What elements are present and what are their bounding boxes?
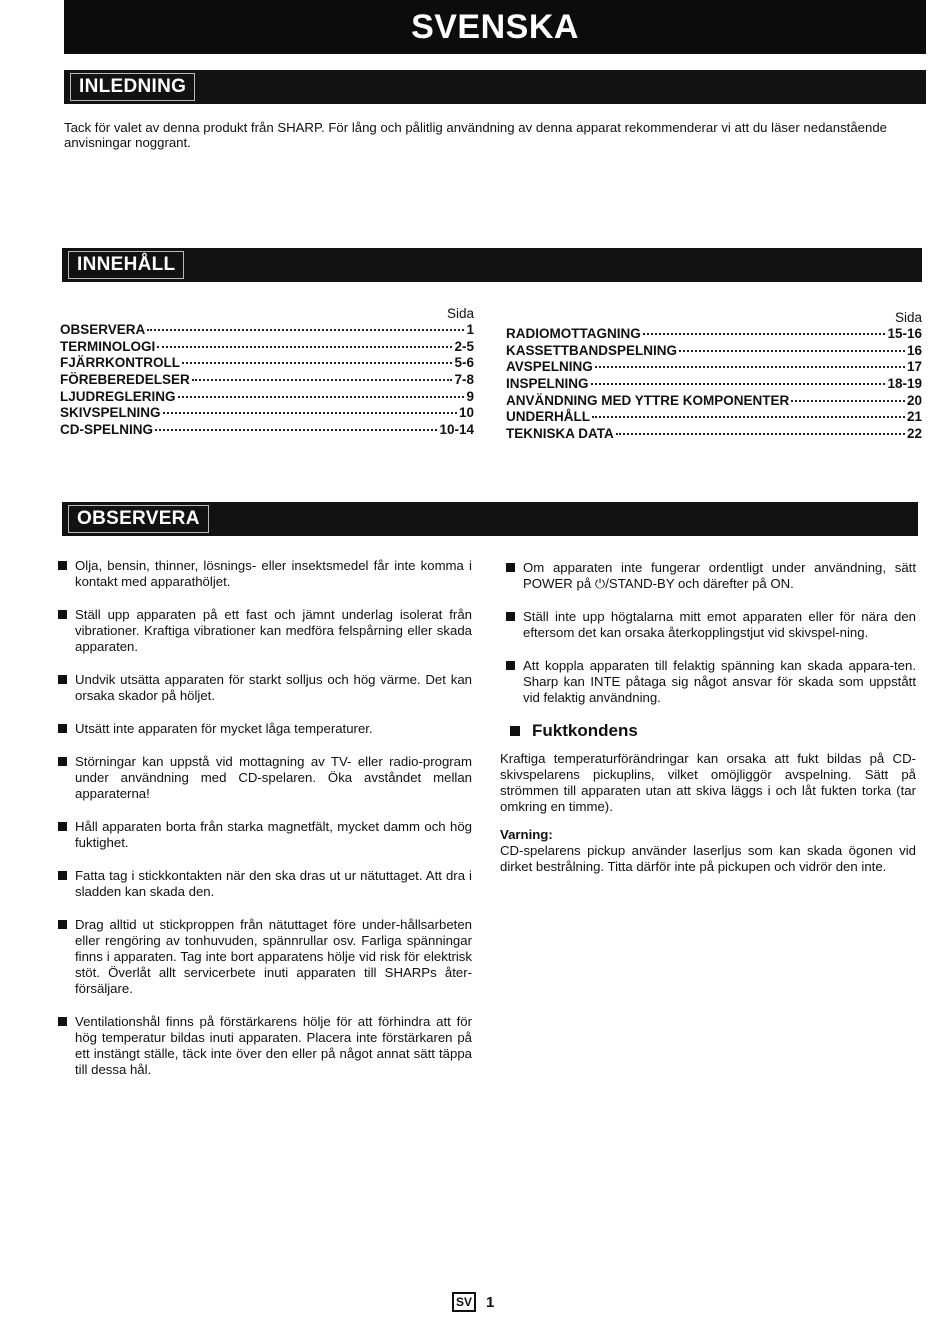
observera-bullet-text: Ventilationshål finns på förstärkarens hölje för att förhindra att för hög temperatur bildas inuti apparaten. Placera inte förstärkaren på ett instängt ställe, täck inte över den eller på något annat sätt täppa till dessa hål. (75, 1014, 472, 1077)
bullet-square-icon (58, 1017, 67, 1026)
toc-leader-dots (163, 412, 457, 414)
observera-bullet (58, 917, 472, 997)
toc-entry-label: LJUDREGLERING (60, 388, 176, 404)
toc-entry (506, 326, 922, 343)
toc-entry-label: INSPELNING (506, 376, 589, 392)
toc-leader-dots (791, 400, 905, 402)
toc-entry-label: TEKNISKA DATA (506, 426, 614, 442)
section-bar-inledning (64, 70, 926, 104)
toc-entry-label: FÖREBEREDELSER (60, 372, 190, 388)
toc-entry (506, 426, 922, 443)
toc-entry-label: TERMINOLOGI (60, 338, 156, 354)
toc-entry (506, 376, 922, 393)
page-footer (452, 1292, 494, 1312)
toc-sida-label: Sida (894, 310, 922, 325)
observera-bullet (58, 558, 472, 590)
toc-entry-label: RADIOMOTTAGNING (506, 326, 641, 341)
observera-bullet (58, 868, 472, 900)
observera-bullet-text: Drag alltid ut stickproppen från nätuttaget före under-hållsarbeten eller rengöring av tonhuvuden, spännrullar osv. Farliga spänningar finns i apparaten. Tag inte bort apparatens hölje vid risk för elektrisk stöt. Överlåt allt servicerbete inuti apparaten till SHARPs åter-försäljare. (75, 917, 472, 996)
toc-entry (506, 343, 922, 360)
toc-entry-label: KASSETTBANDSPELNING (506, 342, 678, 358)
toc-entry (60, 405, 474, 422)
toc-entry-page: 9 (466, 388, 474, 404)
toc-entry (506, 393, 922, 410)
toc-entry-page: 10-14 (439, 422, 474, 438)
observera-bullet (58, 754, 472, 802)
toc-entry-label: AVSPELNING (506, 359, 593, 375)
toc-leader-dots (182, 362, 452, 364)
observera-bullet-text: Om apparaten inte fungerar ordentligt under användning, sätt POWER på ⏻/STAND-BY och därefter på ON. (523, 560, 916, 591)
section-bar-observera (62, 502, 918, 536)
bullet-square-icon (58, 561, 67, 570)
intro-paragraph: Tack för valet av denna produkt från SHARP. För lång och pålitlig användning av denna apparat rekommenderar vi att du läser nedanstående anvisningar noggrant. (64, 120, 888, 150)
fuktkondens-heading-text: Fuktkondens (532, 721, 638, 740)
toc-sida-label: Sida (446, 306, 474, 321)
language-badge: SV (452, 1292, 476, 1312)
toc-entry-page: 15-16 (887, 326, 922, 341)
section-bar-innehall (62, 248, 922, 282)
toc-entry (60, 422, 474, 439)
toc-entry-label: SKIVSPELNING (60, 405, 161, 421)
bullet-square-icon (58, 757, 67, 766)
fuktkondens-heading (510, 723, 916, 739)
toc-leader-dots (147, 329, 464, 331)
toc-entry (60, 339, 474, 356)
observera-bullet (506, 658, 916, 706)
toc-entry-page: 16 (906, 342, 922, 358)
section-heading-inledning: INLEDNING (70, 73, 195, 101)
observera-bullet-text: Håll apparaten borta från starka magnetfält, mycket damm och hög fuktighet. (75, 819, 472, 850)
observera-right-column (500, 560, 916, 875)
observera-left-column (58, 558, 472, 1095)
toc-leader-dots (595, 366, 905, 368)
observera-bullet-text: Utsätt inte apparaten för mycket låga temperaturer. (75, 721, 373, 736)
toc-entry-label: UNDERHÅLL (506, 409, 590, 425)
toc-leader-dots (178, 396, 465, 398)
bullet-square-icon (58, 610, 67, 619)
observera-bullet-text: Störningar kan uppstå vid mottagning av TV- eller radio-program under användning med CD-spelaren. Öka avståndet mellan apparaterna! (75, 754, 472, 801)
observera-bullet (58, 819, 472, 851)
observera-bullet-text: Ställ upp apparaten på ett fast och jämnt underlag isolerat från vibrationer. Kraftiga vibrationer kan medföra felspårning eller skada apparaten. (75, 607, 472, 654)
toc-entry-label: ANVÄNDNING MED YTTRE KOMPONENTER (506, 392, 790, 408)
toc-entry-page: 22 (906, 426, 922, 442)
toc-right-column (506, 310, 922, 443)
bullet-square-icon (58, 675, 67, 684)
section-heading-observera: OBSERVERA (68, 505, 209, 533)
toc-entry-page: 20 (906, 392, 922, 408)
section-heading-innehall: INNEHÅLL (68, 251, 184, 279)
toc-entry-page: 7-8 (454, 372, 474, 388)
observera-bullet-text: Att koppla apparaten till felaktig spänning kan skada appara-ten. Sharp kan INTE påtaga sig något ansvar för skada som uppstått vid felaktig användning. (523, 658, 916, 705)
varning-heading: Varning: (500, 827, 553, 842)
toc-entry-page: 18-19 (887, 376, 922, 392)
toc-entry-page: 10 (458, 405, 474, 421)
toc-leader-dots (157, 346, 452, 348)
observera-bullet (58, 607, 472, 655)
bullet-square-icon (58, 724, 67, 733)
toc-entry (506, 359, 922, 376)
toc-leader-dots (616, 433, 905, 435)
toc-entry-page: 17 (906, 359, 922, 375)
varning-text: CD-spelarens pickup använder laserljus som kan skada ögonen vid dirket bestrålning. Titta därför inte på pickupen och vidrör den inte. (500, 843, 916, 874)
toc-entry (60, 372, 474, 389)
toc-leader-dots (643, 333, 886, 335)
bullet-square-icon (58, 871, 67, 880)
bullet-square-icon (506, 661, 515, 670)
toc-entry-page: 21 (906, 409, 922, 425)
toc-entry (506, 409, 922, 426)
toc-entry (60, 355, 474, 372)
toc-entry (60, 389, 474, 406)
toc-entry-page: 2-5 (454, 338, 474, 354)
observera-bullet (506, 560, 916, 592)
observera-bullet-text: Ställ inte upp högtalarna mitt emot apparaten eller för nära den eftersom det kan orsaka återkopplingstjut vid skivspel-ning. (523, 609, 916, 640)
page-title (64, 0, 926, 54)
fuktkondens-text: Kraftiga temperaturförändringar kan orsaka att fukt bildas på CD-skivspelarens pickuplins, vilket omöjliggör avspelning. Sätt på strömmen till apparaten utan att skiva läggs i och låt fukten torka (tar omkring en timme). (500, 751, 916, 814)
toc-entry-label: FJÄRRKONTROLL (60, 355, 180, 371)
observera-bullet-text: Undvik utsätta apparaten för starkt solljus och hög värme. Det kan orsaka skador på höljet. (75, 672, 472, 703)
bullet-square-icon (58, 822, 67, 831)
observera-bullet (58, 672, 472, 704)
bullet-square-icon (506, 612, 515, 621)
toc-leader-dots (155, 429, 437, 431)
toc-leader-dots (591, 383, 886, 385)
bullet-square-icon (506, 563, 515, 572)
bullet-square-icon (510, 726, 520, 736)
observera-bullet-text: Olja, bensin, thinner, lösnings- eller insektsmedel får inte komma i kontakt med apparathöljet. (75, 558, 472, 589)
toc-entry-label: CD-SPELNING (60, 422, 154, 438)
toc-leader-dots (192, 379, 453, 381)
observera-bullet (58, 1014, 472, 1078)
toc-left-column (60, 306, 474, 439)
toc-entry (60, 322, 474, 339)
page-title-text: SVENSKA (411, 7, 579, 46)
toc-entry-page: 1 (466, 322, 474, 337)
toc-entry-page: 5-6 (454, 355, 474, 371)
toc-leader-dots (679, 350, 905, 352)
bullet-square-icon (58, 920, 67, 929)
toc-entry-label: OBSERVERA (60, 322, 146, 337)
observera-bullet (58, 721, 472, 737)
observera-bullet-text: Fatta tag i stickkontakten när den ska dras ut ur nätuttaget. Att dra i sladden kan skada den. (75, 868, 472, 899)
observera-bullet (506, 609, 916, 641)
page-number: 1 (486, 1293, 495, 1311)
toc-leader-dots (592, 416, 905, 418)
